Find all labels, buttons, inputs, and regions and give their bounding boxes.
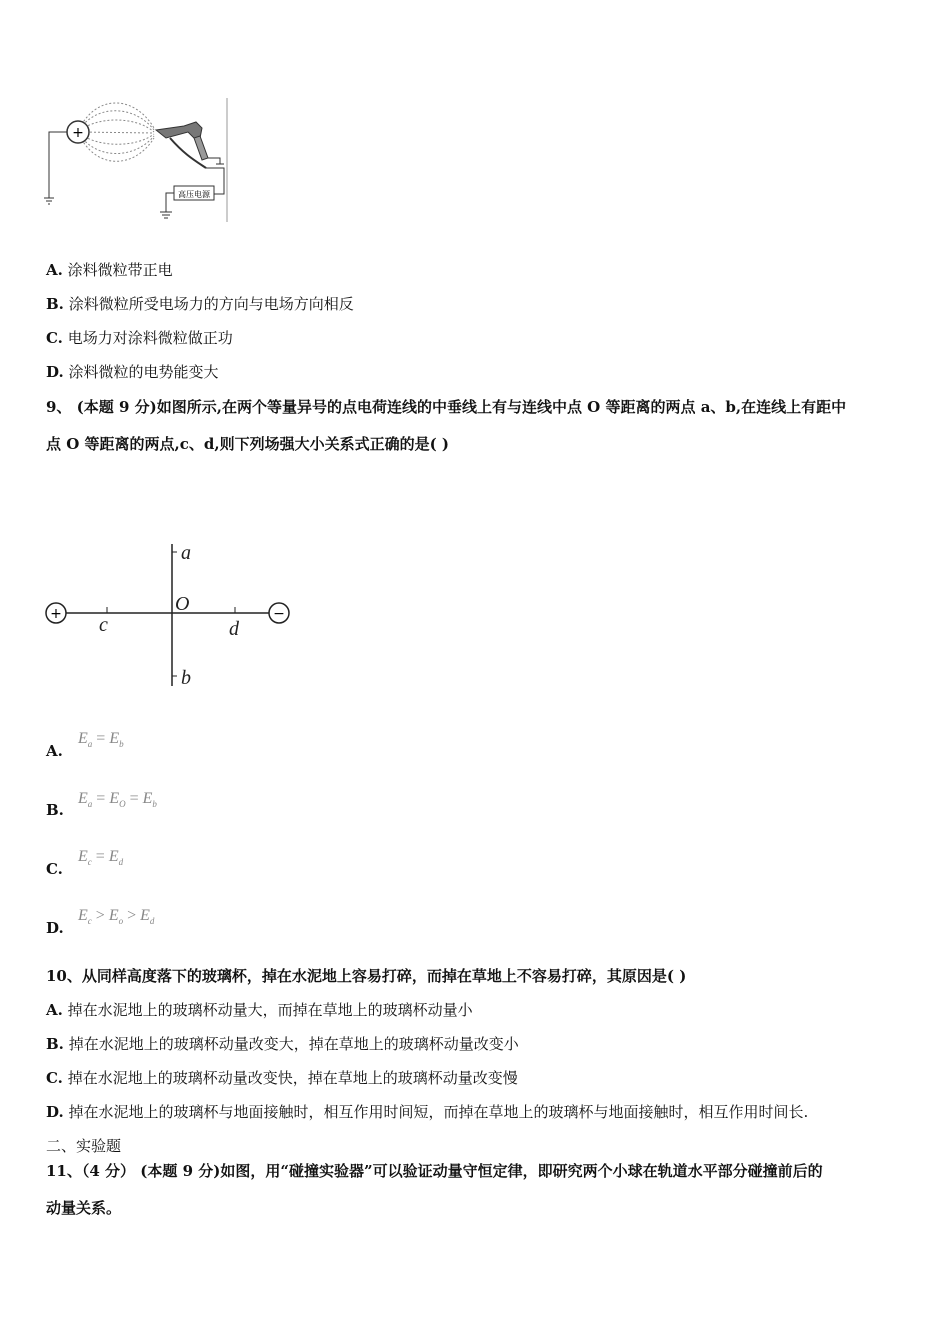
q9-option-a-label: A. bbox=[46, 742, 63, 760]
q10-option-b bbox=[46, 1033, 519, 1055]
q9-option-d-label: D. bbox=[46, 919, 64, 937]
q8-option-d bbox=[46, 361, 219, 383]
option-text: 掉在水泥地上的玻璃杯与地面接触时，相互作用时间短，而掉在草地上的玻璃杯与地面接触时，相互作用时间长. bbox=[68, 1103, 809, 1121]
q11-stem-line1: 11、（4 分） (本题 9 分)如图，用“碰撞实验器”可以验证动量守恒定律，即研究两个小球在轨道水平部分碰撞前后的 bbox=[46, 1162, 823, 1180]
option-label: A. bbox=[46, 261, 63, 279]
q10-stem: 10、从同样高度落下的玻璃杯，掉在水泥地上容易打碎，而掉在草地上不容易打碎，其原因是( ) bbox=[46, 967, 687, 985]
q9-option-c-formula: $E_c = E_d$ bbox=[78, 848, 124, 868]
option-text: 电场力对涂料微粒做正功 bbox=[67, 329, 233, 347]
label-o: O bbox=[175, 593, 190, 615]
option-label: C. bbox=[46, 329, 63, 347]
spray-gun-figure bbox=[44, 98, 230, 230]
section-title: 二、实验题 bbox=[46, 1137, 122, 1155]
option-label: C. bbox=[46, 1069, 63, 1087]
q8-option-a bbox=[46, 259, 173, 281]
option-label: B. bbox=[46, 1035, 64, 1053]
q10-option-a bbox=[46, 999, 473, 1021]
label-d: d bbox=[229, 618, 239, 640]
minus-sign: − bbox=[273, 606, 285, 622]
option-text: 掉在水泥地上的玻璃杯动量改变快，掉在草地上的玻璃杯动量改变慢 bbox=[67, 1069, 518, 1087]
option-label: D. bbox=[46, 1103, 64, 1121]
option-label: A. bbox=[46, 1001, 63, 1019]
label-c: c bbox=[99, 614, 108, 636]
q9-stem-line2: 点 O 等距离的两点,c、d,则下列场强大小关系式正确的是( ) bbox=[46, 435, 449, 453]
charge-pair-figure bbox=[44, 540, 296, 692]
spray-gun-icon bbox=[156, 122, 224, 168]
option-text: 掉在水泥地上的玻璃杯动量改变大，掉在草地上的玻璃杯动量改变小 bbox=[68, 1035, 519, 1053]
option-label: B. bbox=[46, 295, 64, 313]
option-text: 涂料微粒所受电场力的方向与电场方向相反 bbox=[68, 295, 354, 313]
q9-option-d-formula: $E_c > E_o > E_d$ bbox=[78, 907, 155, 927]
option-text: 涂料微粒带正电 bbox=[67, 261, 173, 279]
q9-option-c-label: C. bbox=[46, 860, 63, 878]
q9-option-b-label: B. bbox=[46, 801, 64, 819]
q10-option-c bbox=[46, 1067, 518, 1089]
q11-stem-line2: 动量关系。 bbox=[46, 1199, 122, 1217]
option-text: 掉在水泥地上的玻璃杯动量大，而掉在草地上的玻璃杯动量小 bbox=[67, 1001, 473, 1019]
power-supply-label: 高压电源 bbox=[178, 190, 210, 199]
label-b: b bbox=[181, 667, 191, 689]
plus-sign: + bbox=[50, 606, 62, 622]
option-text: 涂料微粒的电势能变大 bbox=[68, 363, 219, 381]
q9-option-a-formula: $E_a = E_b$ bbox=[78, 730, 124, 750]
q8-option-b bbox=[46, 293, 354, 315]
plus-sign: + bbox=[72, 125, 84, 141]
q8-option-c bbox=[46, 327, 233, 349]
option-label: D. bbox=[46, 363, 64, 381]
label-a: a bbox=[181, 542, 191, 564]
q10-option-d bbox=[46, 1101, 808, 1123]
q9-stem-line1: 9、 (本题 9 分)如图所示,在两个等量异号的点电荷连线的中垂线上有与连线中点 O 等距离的两点 a、b,在连线上有距中 bbox=[46, 398, 847, 416]
q9-option-b-formula: $E_a = E_O = E_b$ bbox=[78, 790, 157, 810]
